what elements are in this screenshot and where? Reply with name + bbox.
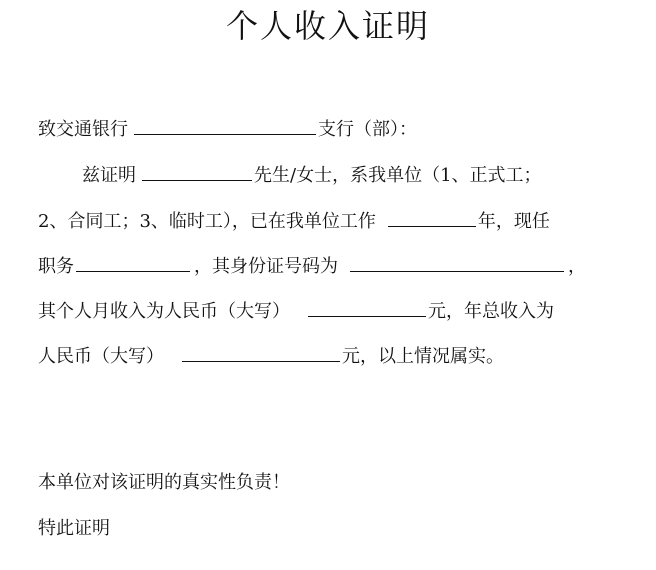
years-blank[interactable]: [388, 208, 476, 227]
certify-suffix: 先生/女士，系我单位（1、正式工；: [254, 165, 542, 186]
branch-suffix: 支行（部）：: [318, 119, 417, 140]
id-number-label: ，其身份证号码为: [194, 256, 338, 277]
years-suffix: 年，现任: [477, 211, 550, 232]
position-line: [38, 253, 586, 280]
monthly-income-label: 其个人月收入为人民币（大写）: [38, 301, 290, 322]
monthly-income-blank[interactable]: [308, 298, 426, 317]
truth-statement: 元，以上情况属实。: [342, 346, 504, 367]
closing-text: 特此证明: [38, 518, 110, 539]
position-prefix: 职务: [38, 256, 74, 277]
salutation-line: [38, 116, 417, 143]
monthly-income-line: [38, 298, 554, 325]
annual-income-prefix: 人民币（大写）: [38, 346, 164, 367]
id-number-suffix: ，: [568, 256, 586, 277]
responsibility-statement: 本单位对该证明的真实性负责！: [38, 472, 290, 493]
employment-line: [38, 208, 550, 235]
certify-prefix: 兹证明: [82, 165, 136, 186]
annual-income-blank[interactable]: [182, 343, 340, 362]
position-blank[interactable]: [76, 253, 190, 272]
employment-type-text: 2、合同工；3、临时工），已在我单位工作: [38, 211, 376, 232]
branch-blank[interactable]: [134, 116, 316, 135]
name-blank[interactable]: [142, 162, 252, 181]
annual-income-line: [38, 343, 504, 370]
bank-name-prefix: 致交通银行: [38, 119, 128, 140]
page-title: 个人收入证明: [225, 7, 430, 45]
certify-line: [82, 162, 542, 189]
id-number-blank[interactable]: [350, 253, 564, 272]
annual-income-label: 元，年总收入为: [428, 301, 554, 322]
